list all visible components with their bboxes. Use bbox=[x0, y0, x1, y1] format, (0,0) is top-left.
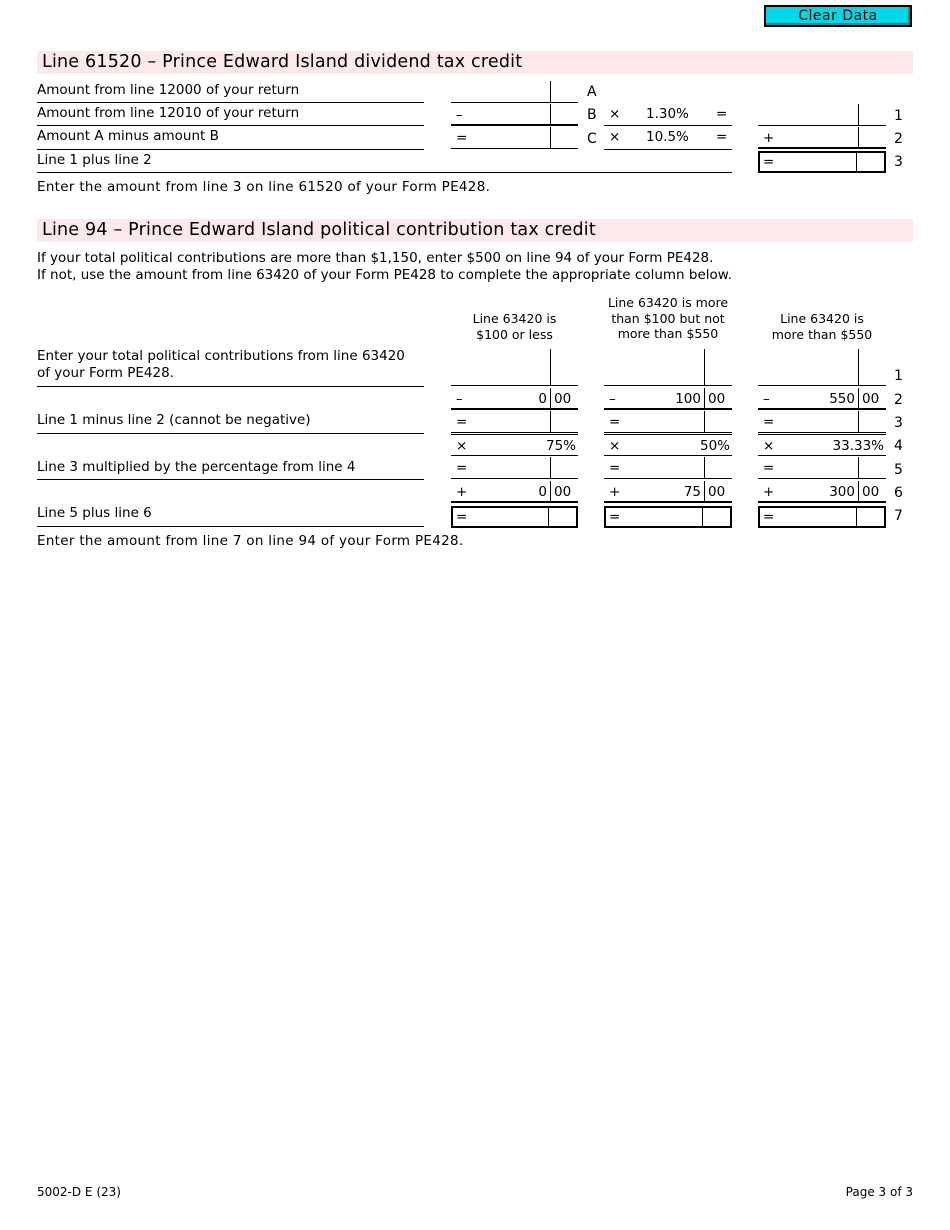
minus-sign: – bbox=[609, 391, 616, 407]
line-3-field[interactable] bbox=[758, 151, 886, 173]
column-header-text: Line 63420 is bbox=[780, 311, 864, 326]
row-label-line1-plus-line2: Line 1 plus line 2 bbox=[37, 152, 152, 168]
row-underline bbox=[37, 526, 424, 527]
cents-divider bbox=[856, 508, 884, 526]
cents-divider bbox=[704, 349, 732, 385]
line-1-field[interactable] bbox=[758, 104, 886, 126]
col3-line-2-dollars: 550 bbox=[829, 391, 855, 407]
column-header-text: more than $550 bbox=[617, 326, 719, 341]
amount-a-field[interactable] bbox=[451, 81, 578, 103]
row-label-a-minus-b: Amount A minus amount B bbox=[37, 128, 219, 144]
plus-sign: + bbox=[609, 484, 621, 500]
col3-line-4-pct: 33.33% bbox=[832, 438, 884, 454]
cents-divider bbox=[550, 457, 578, 478]
rate-underline bbox=[604, 149, 732, 150]
col3-line-7-field[interactable] bbox=[758, 506, 886, 528]
col3-line-1-field[interactable] bbox=[758, 349, 886, 386]
row-underline bbox=[37, 102, 424, 103]
times-sign: × bbox=[609, 129, 621, 145]
row-underline bbox=[37, 149, 424, 150]
plus-sign: + bbox=[456, 484, 468, 500]
equals-sign: = bbox=[456, 414, 468, 430]
column-header-text: than $100 but not bbox=[611, 310, 725, 326]
cents-divider bbox=[702, 508, 730, 526]
equals-sign: = bbox=[763, 414, 775, 430]
equals-sign: = bbox=[763, 460, 775, 476]
rate-b: 1.30% bbox=[646, 106, 689, 122]
col2-line-1-field[interactable] bbox=[604, 349, 732, 386]
col1-line-6-dollars: 0 bbox=[538, 484, 547, 500]
line-number: 1 bbox=[894, 108, 903, 124]
col2-line-6-field bbox=[604, 481, 732, 503]
section2-note: Enter the amount from line 7 on line 94 of your Form PE428. bbox=[37, 533, 464, 549]
line-number: 6 bbox=[894, 485, 903, 501]
times-sign: × bbox=[763, 438, 775, 454]
col3-line-6-cents: 00 bbox=[862, 484, 880, 500]
cents-divider bbox=[550, 388, 578, 408]
row-label-line-12010: Amount from line 12010 of your return bbox=[37, 105, 300, 121]
cents-divider bbox=[858, 411, 886, 432]
row-label-line1-minus-line2: Line 1 minus line 2 (cannot be negative) bbox=[37, 412, 311, 428]
column-header-100-or-less bbox=[451, 311, 578, 342]
cents-divider bbox=[858, 349, 886, 385]
equals-sign: = bbox=[609, 414, 621, 430]
column-header-text: Line 63420 is more bbox=[607, 295, 729, 310]
equals-sign: = bbox=[456, 130, 468, 146]
column-header-text: Line 63420 is bbox=[472, 311, 557, 326]
times-sign: × bbox=[609, 106, 621, 122]
cents-divider bbox=[550, 481, 578, 501]
col2-line-2-cents: 00 bbox=[708, 391, 726, 407]
cents-divider bbox=[856, 153, 884, 171]
row-underline bbox=[37, 125, 424, 126]
line-number: 3 bbox=[894, 154, 903, 170]
line-number: 2 bbox=[894, 392, 903, 408]
col2-line-4-pct: 50% bbox=[699, 438, 730, 454]
rate-c: 10.5% bbox=[646, 129, 689, 145]
letter-a: A bbox=[587, 84, 597, 100]
line-number: 7 bbox=[894, 508, 903, 524]
column-header-more-than-550 bbox=[758, 311, 886, 342]
col3-line-6-field bbox=[758, 481, 886, 503]
equals-sign: = bbox=[609, 509, 621, 525]
plus-sign: + bbox=[763, 484, 775, 500]
row-label-line3-times-pct: Line 3 multiplied by the percentage from line 4 bbox=[37, 459, 356, 475]
cents-divider bbox=[704, 388, 732, 408]
rate-underline bbox=[604, 125, 732, 126]
line-number: 3 bbox=[894, 415, 903, 431]
section-title-dividend-credit: Line 61520 – Prince Edward Island dividend tax credit bbox=[37, 51, 913, 74]
line-2-field[interactable] bbox=[758, 127, 886, 149]
form-code: 5002-D E (23) bbox=[37, 1185, 121, 1199]
col3-line-5-field[interactable] bbox=[758, 457, 886, 479]
cents-divider bbox=[704, 411, 732, 432]
column-header-text: $100 or less bbox=[476, 326, 553, 342]
row-underline bbox=[37, 386, 424, 387]
row-underline bbox=[37, 433, 424, 434]
intro-line-1: If your total political contributions are more than $1,150, enter $500 on line 94 of your Form PE428. bbox=[37, 250, 714, 266]
line-number: 2 bbox=[894, 131, 903, 147]
row-underline bbox=[37, 479, 424, 480]
row-label-total-contributions-cont: of your Form PE428. bbox=[37, 365, 174, 381]
equals-sign: = bbox=[456, 509, 468, 525]
cents-divider bbox=[858, 127, 886, 147]
col1-line-1-field[interactable] bbox=[451, 349, 578, 386]
col1-line-5-field[interactable] bbox=[451, 457, 578, 479]
col2-line-5-field[interactable] bbox=[604, 457, 732, 479]
col3-line-6-dollars: 300 bbox=[829, 484, 855, 500]
cents-divider bbox=[550, 81, 578, 102]
amount-b-field[interactable] bbox=[451, 104, 578, 126]
amount-c-field[interactable] bbox=[451, 127, 578, 149]
cents-divider bbox=[858, 481, 886, 501]
intro-line-2: If not, use the amount from line 63420 of your Form PE428 to complete the appropriate column below. bbox=[37, 267, 732, 283]
row-label-total-contributions: Enter your total political contributions from line 63420 bbox=[37, 348, 405, 364]
section-title-political-credit: Line 94 – Prince Edward Island political contribution tax credit bbox=[37, 219, 913, 242]
equals-sign: = bbox=[763, 154, 775, 170]
cents-divider bbox=[704, 481, 732, 501]
col2-line-6-cents: 00 bbox=[708, 484, 726, 500]
minus-sign: – bbox=[456, 391, 463, 407]
minus-sign: – bbox=[763, 391, 770, 407]
col3-line-2-field bbox=[758, 388, 886, 410]
col1-line-4-pct: 75% bbox=[545, 438, 576, 454]
col2-line-4-field bbox=[604, 434, 732, 456]
times-sign: × bbox=[456, 438, 468, 454]
cents-divider bbox=[550, 411, 578, 432]
cents-divider bbox=[858, 457, 886, 478]
cents-divider bbox=[550, 104, 578, 124]
col3-line-4-field bbox=[758, 434, 886, 456]
col1-line-3-field[interactable] bbox=[451, 411, 578, 433]
col2-line-7-field[interactable] bbox=[604, 506, 732, 528]
letter-b: B bbox=[587, 107, 597, 123]
cents-divider bbox=[550, 127, 578, 148]
row-underline bbox=[37, 172, 732, 173]
col2-line-6-dollars: 75 bbox=[683, 484, 701, 500]
equals-sign: = bbox=[716, 106, 728, 122]
col1-line-7-field[interactable] bbox=[451, 506, 578, 528]
times-sign: × bbox=[609, 438, 621, 454]
plus-sign: + bbox=[763, 130, 775, 146]
cents-divider bbox=[858, 104, 886, 125]
equals-sign: = bbox=[456, 460, 468, 476]
line-number: 1 bbox=[894, 368, 903, 384]
col3-line-3-field[interactable] bbox=[758, 411, 886, 433]
col1-line-2-cents: 00 bbox=[554, 391, 572, 407]
col1-line-6-field bbox=[451, 481, 578, 503]
col2-line-2-field bbox=[604, 388, 732, 410]
equals-sign: = bbox=[609, 460, 621, 476]
equals-sign: = bbox=[763, 509, 775, 525]
column-header-text: more than $550 bbox=[771, 326, 873, 342]
col1-line-2-field bbox=[451, 388, 578, 410]
column-header-100-to-550 bbox=[598, 295, 738, 342]
line-number: 5 bbox=[894, 462, 903, 478]
cents-divider bbox=[704, 457, 732, 478]
col2-line-2-dollars: 100 bbox=[675, 391, 701, 407]
cents-divider bbox=[550, 349, 578, 385]
col1-line-4-field bbox=[451, 434, 578, 456]
minus-sign: – bbox=[456, 107, 463, 123]
section1-note: Enter the amount from line 3 on line 61520 of your Form PE428. bbox=[37, 179, 491, 195]
row-label-line5-plus-line6: Line 5 plus line 6 bbox=[37, 505, 152, 521]
letter-c: C bbox=[587, 131, 597, 147]
cents-divider bbox=[548, 508, 576, 526]
col3-line-2-cents: 00 bbox=[862, 391, 880, 407]
cents-divider bbox=[858, 388, 886, 408]
row-label-line-12000: Amount from line 12000 of your return bbox=[37, 82, 300, 98]
equals-sign: = bbox=[716, 129, 728, 145]
col1-line-2-dollars: 0 bbox=[538, 391, 547, 407]
page-number: Page 3 of 3 bbox=[845, 1185, 913, 1199]
col2-line-3-field[interactable] bbox=[604, 411, 732, 433]
clear-data-button[interactable]: Clear Data bbox=[764, 5, 912, 27]
line-number: 4 bbox=[894, 438, 903, 454]
col1-line-6-cents: 00 bbox=[554, 484, 572, 500]
